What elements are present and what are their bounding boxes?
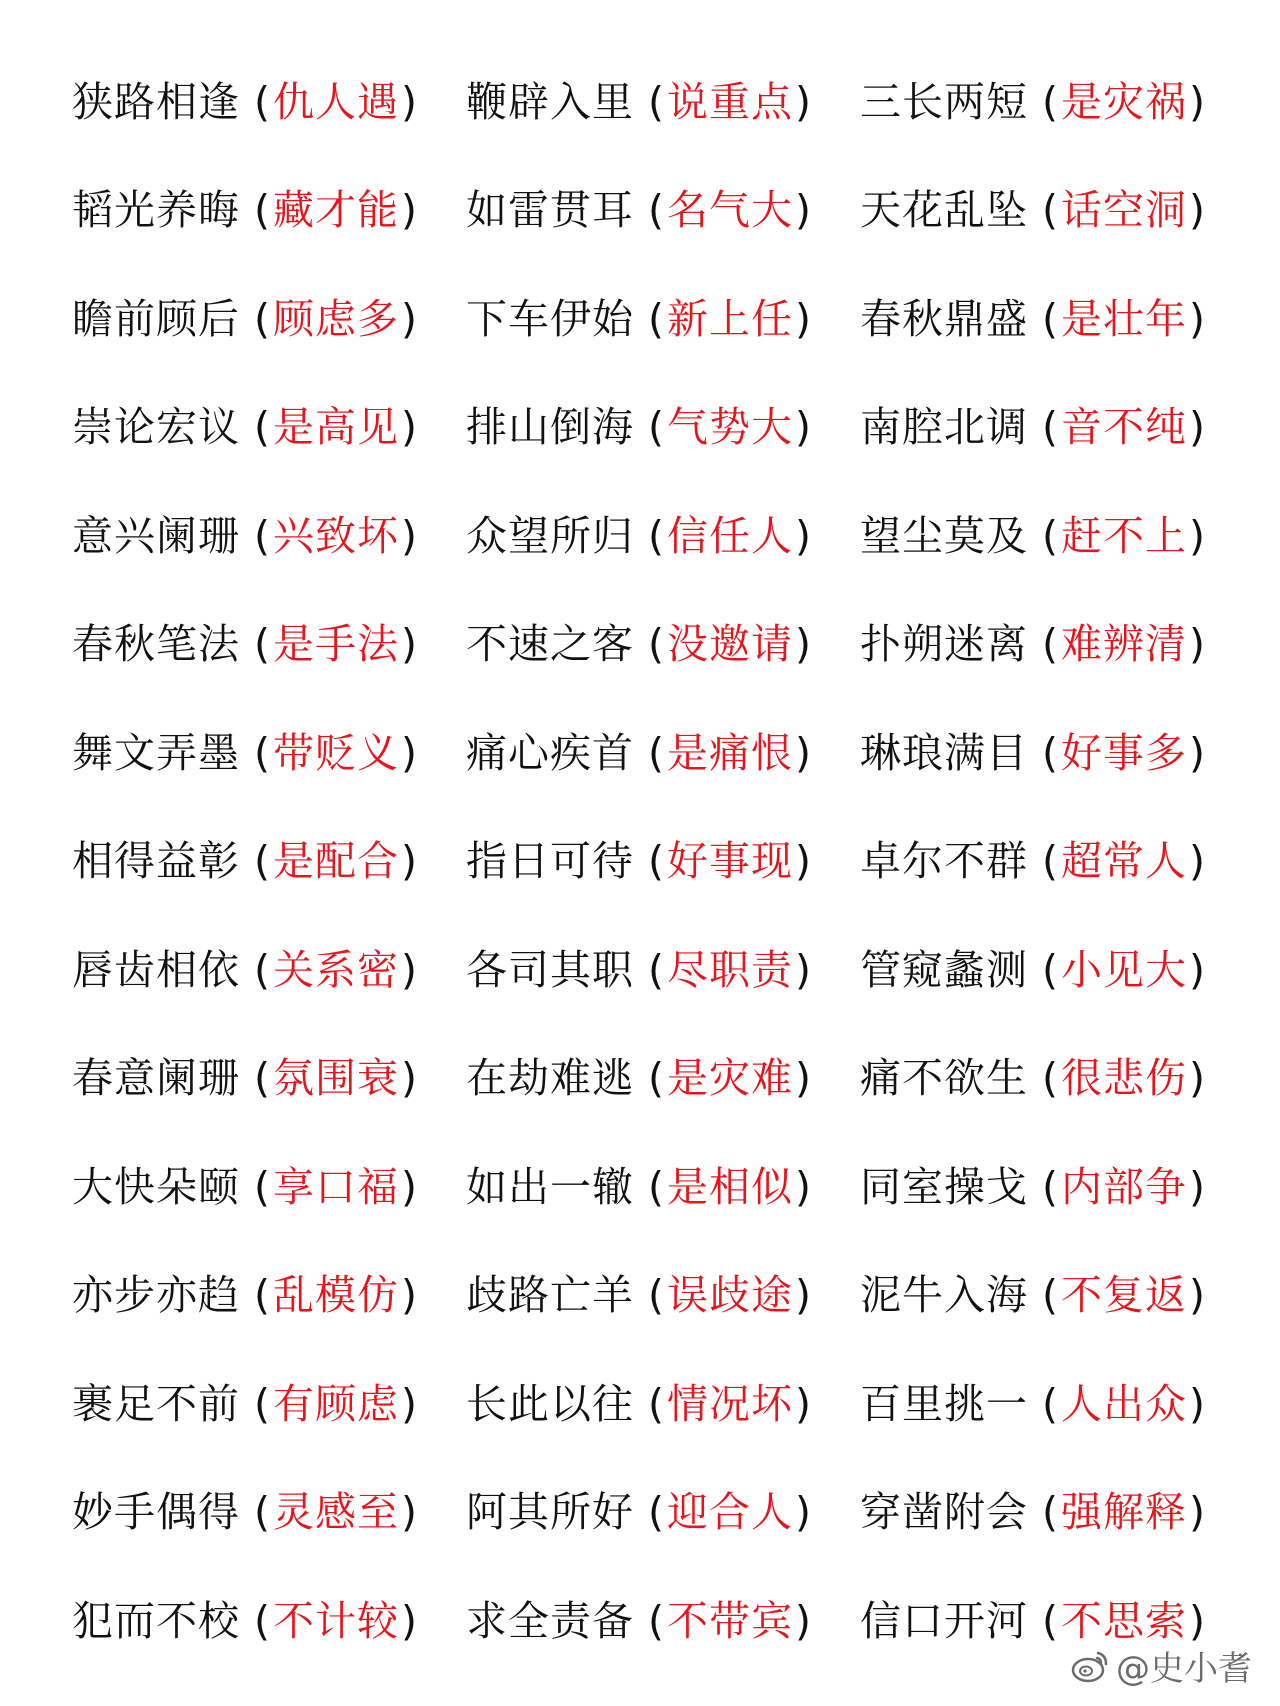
idiom-text: 泥牛入海 bbox=[860, 1271, 1028, 1320]
idiom-entry bbox=[466, 699, 860, 808]
idiom-meaning: 是壮年 bbox=[1061, 294, 1187, 343]
idiom-entry bbox=[72, 482, 466, 591]
idiom-meaning: 尽职责 bbox=[667, 945, 793, 994]
idiom-meaning: 享口福 bbox=[273, 1162, 399, 1211]
watermark-text: @史小耆 bbox=[1116, 1649, 1252, 1689]
open-paren: ( bbox=[648, 837, 665, 886]
close-paren: ) bbox=[1189, 620, 1206, 669]
open-paren: ( bbox=[1042, 186, 1059, 235]
open-paren: ( bbox=[254, 837, 271, 886]
idiom-text: 如雷贯耳 bbox=[466, 186, 634, 235]
close-paren: ) bbox=[795, 77, 812, 126]
close-paren: ) bbox=[1189, 728, 1206, 777]
idiom-text: 排山倒海 bbox=[466, 403, 634, 452]
idiom-text: 在劫难逃 bbox=[466, 1054, 634, 1103]
open-paren: ( bbox=[648, 1596, 665, 1645]
idiom-text: 求全责备 bbox=[466, 1596, 634, 1645]
close-paren: ) bbox=[401, 294, 418, 343]
open-paren: ( bbox=[648, 1054, 665, 1103]
idiom-text: 扑朔迷离 bbox=[860, 620, 1028, 669]
idiom-text: 裹足不前 bbox=[72, 1379, 240, 1428]
idiom-entry bbox=[860, 808, 1254, 917]
open-paren: ( bbox=[254, 1054, 271, 1103]
idiom-meaning: 兴致坏 bbox=[273, 511, 399, 560]
idiom-entry bbox=[466, 916, 860, 1025]
idiom-meaning: 信任人 bbox=[667, 511, 793, 560]
idiom-entry bbox=[466, 265, 860, 374]
idiom-meaning: 不带宾 bbox=[667, 1596, 793, 1645]
close-paren: ) bbox=[795, 620, 812, 669]
close-paren: ) bbox=[1189, 837, 1206, 886]
open-paren: ( bbox=[1042, 620, 1059, 669]
open-paren: ( bbox=[1042, 403, 1059, 452]
idiom-grid bbox=[0, 48, 1280, 1676]
idiom-entry bbox=[860, 48, 1254, 157]
open-paren: ( bbox=[648, 294, 665, 343]
idiom-meaning: 名气大 bbox=[667, 186, 793, 235]
idiom-text: 阿其所好 bbox=[466, 1488, 634, 1537]
idiom-entry bbox=[72, 157, 466, 266]
idiom-text: 意兴阑珊 bbox=[72, 511, 240, 560]
idiom-entry bbox=[72, 265, 466, 374]
open-paren: ( bbox=[254, 403, 271, 452]
idiom-meaning: 氛围衰 bbox=[273, 1054, 399, 1103]
idiom-meaning: 是手法 bbox=[273, 620, 399, 669]
idiom-entry bbox=[466, 1459, 860, 1568]
open-paren: ( bbox=[254, 620, 271, 669]
open-paren: ( bbox=[648, 511, 665, 560]
idiom-meaning: 是相似 bbox=[667, 1162, 793, 1211]
idiom-text: 歧路亡羊 bbox=[466, 1271, 634, 1320]
close-paren: ) bbox=[795, 1596, 812, 1645]
open-paren: ( bbox=[254, 511, 271, 560]
open-paren: ( bbox=[1042, 728, 1059, 777]
idiom-meaning: 强解释 bbox=[1061, 1488, 1187, 1537]
idiom-entry bbox=[72, 1459, 466, 1568]
idiom-text: 崇论宏议 bbox=[72, 403, 240, 452]
idiom-meaning: 是配合 bbox=[273, 837, 399, 886]
close-paren: ) bbox=[795, 1271, 812, 1320]
idiom-entry bbox=[72, 1242, 466, 1351]
open-paren: ( bbox=[254, 186, 271, 235]
idiom-entry bbox=[860, 1025, 1254, 1134]
close-paren: ) bbox=[401, 945, 418, 994]
idiom-meaning: 灵感至 bbox=[273, 1488, 399, 1537]
idiom-entry bbox=[860, 699, 1254, 808]
close-paren: ) bbox=[1189, 403, 1206, 452]
idiom-entry bbox=[72, 374, 466, 483]
idiom-entry bbox=[72, 808, 466, 917]
close-paren: ) bbox=[401, 77, 418, 126]
idiom-entry bbox=[466, 1133, 860, 1242]
open-paren: ( bbox=[1042, 1596, 1059, 1645]
close-paren: ) bbox=[795, 511, 812, 560]
open-paren: ( bbox=[648, 620, 665, 669]
idiom-entry bbox=[72, 1567, 466, 1676]
close-paren: ) bbox=[1189, 945, 1206, 994]
idiom-meaning: 小见大 bbox=[1061, 945, 1187, 994]
idiom-entry bbox=[860, 1133, 1254, 1242]
idiom-text: 同室操戈 bbox=[860, 1162, 1028, 1211]
close-paren: ) bbox=[795, 1379, 812, 1428]
open-paren: ( bbox=[1042, 1379, 1059, 1428]
idiom-meaning: 话空洞 bbox=[1061, 186, 1187, 235]
idiom-entry bbox=[860, 374, 1254, 483]
close-paren: ) bbox=[1189, 1054, 1206, 1103]
idiom-meaning: 新上任 bbox=[667, 294, 793, 343]
idiom-meaning: 关系密 bbox=[273, 945, 399, 994]
idiom-entry bbox=[466, 157, 860, 266]
idiom-text: 琳琅满目 bbox=[860, 728, 1028, 777]
idiom-meaning: 气势大 bbox=[667, 403, 793, 452]
close-paren: ) bbox=[1189, 1596, 1206, 1645]
close-paren: ) bbox=[401, 403, 418, 452]
idiom-text: 下车伊始 bbox=[466, 294, 634, 343]
idiom-meaning: 乱模仿 bbox=[273, 1271, 399, 1320]
idiom-text: 痛心疾首 bbox=[466, 728, 634, 777]
idiom-text: 相得益彰 bbox=[72, 837, 240, 886]
close-paren: ) bbox=[1189, 294, 1206, 343]
idiom-text: 妙手偶得 bbox=[72, 1488, 240, 1537]
idiom-entry bbox=[466, 1567, 860, 1676]
idiom-text: 亦步亦趋 bbox=[72, 1271, 240, 1320]
idiom-text: 卓尔不群 bbox=[860, 837, 1028, 886]
idiom-text: 韬光养晦 bbox=[72, 186, 240, 235]
idiom-meaning: 难辨清 bbox=[1061, 620, 1187, 669]
idiom-entry bbox=[72, 591, 466, 700]
open-paren: ( bbox=[254, 1271, 271, 1320]
idiom-text: 天花乱坠 bbox=[860, 186, 1028, 235]
open-paren: ( bbox=[648, 1488, 665, 1537]
close-paren: ) bbox=[401, 511, 418, 560]
idiom-text: 春秋鼎盛 bbox=[860, 294, 1028, 343]
open-paren: ( bbox=[648, 77, 665, 126]
close-paren: ) bbox=[795, 186, 812, 235]
idiom-meaning: 音不纯 bbox=[1061, 403, 1187, 452]
weibo-icon bbox=[1070, 1646, 1110, 1686]
idiom-entry bbox=[72, 48, 466, 157]
close-paren: ) bbox=[401, 728, 418, 777]
idiom-entry bbox=[72, 916, 466, 1025]
idiom-text: 众望所归 bbox=[466, 511, 634, 560]
open-paren: ( bbox=[1042, 1271, 1059, 1320]
idiom-text: 指日可待 bbox=[466, 837, 634, 886]
idiom-entry bbox=[466, 1025, 860, 1134]
idiom-meaning: 人出众 bbox=[1061, 1379, 1187, 1428]
open-paren: ( bbox=[1042, 294, 1059, 343]
idiom-meaning: 情况坏 bbox=[667, 1379, 793, 1428]
idiom-meaning: 藏才能 bbox=[273, 186, 399, 235]
idiom-entry bbox=[860, 157, 1254, 266]
idiom-meaning: 带贬义 bbox=[273, 728, 399, 777]
close-paren: ) bbox=[795, 1054, 812, 1103]
idiom-text: 大快朵颐 bbox=[72, 1162, 240, 1211]
idiom-text: 望尘莫及 bbox=[860, 511, 1028, 560]
idiom-entry bbox=[72, 699, 466, 808]
idiom-meaning: 好事多 bbox=[1061, 728, 1187, 777]
idiom-meaning: 内部争 bbox=[1061, 1162, 1187, 1211]
open-paren: ( bbox=[648, 945, 665, 994]
close-paren: ) bbox=[401, 1596, 418, 1645]
open-paren: ( bbox=[1042, 1488, 1059, 1537]
idiom-meaning: 是灾祸 bbox=[1061, 77, 1187, 126]
idiom-entry bbox=[860, 916, 1254, 1025]
idiom-text: 三长两短 bbox=[860, 77, 1028, 126]
idiom-entry bbox=[466, 374, 860, 483]
idiom-entry bbox=[72, 1350, 466, 1459]
idiom-text: 瞻前顾后 bbox=[72, 294, 240, 343]
close-paren: ) bbox=[795, 837, 812, 886]
idiom-entry bbox=[466, 1350, 860, 1459]
idiom-text: 春秋笔法 bbox=[72, 620, 240, 669]
idiom-text: 各司其职 bbox=[466, 945, 634, 994]
idiom-text: 犯而不校 bbox=[72, 1596, 240, 1645]
idiom-entry bbox=[466, 482, 860, 591]
idiom-meaning: 说重点 bbox=[667, 77, 793, 126]
idiom-text: 春意阑珊 bbox=[72, 1054, 240, 1103]
open-paren: ( bbox=[1042, 1054, 1059, 1103]
idiom-meaning: 超常人 bbox=[1061, 837, 1187, 886]
open-paren: ( bbox=[1042, 945, 1059, 994]
idiom-text: 穿凿附会 bbox=[860, 1488, 1028, 1537]
idiom-entry bbox=[466, 808, 860, 917]
close-paren: ) bbox=[795, 1162, 812, 1211]
close-paren: ) bbox=[1189, 1271, 1206, 1320]
open-paren: ( bbox=[648, 1379, 665, 1428]
close-paren: ) bbox=[401, 1379, 418, 1428]
open-paren: ( bbox=[254, 728, 271, 777]
idiom-text: 鞭辟入里 bbox=[466, 77, 634, 126]
idiom-meaning: 有顾虑 bbox=[273, 1379, 399, 1428]
idiom-meaning: 迎合人 bbox=[667, 1488, 793, 1537]
idiom-text: 痛不欲生 bbox=[860, 1054, 1028, 1103]
open-paren: ( bbox=[1042, 511, 1059, 560]
idiom-meaning: 是灾难 bbox=[667, 1054, 793, 1103]
close-paren: ) bbox=[1189, 1488, 1206, 1537]
close-paren: ) bbox=[795, 403, 812, 452]
idiom-entry bbox=[860, 265, 1254, 374]
idiom-meaning: 赶不上 bbox=[1061, 511, 1187, 560]
idiom-text: 长此以往 bbox=[466, 1379, 634, 1428]
idiom-entry bbox=[466, 1242, 860, 1351]
close-paren: ) bbox=[401, 837, 418, 886]
idiom-text: 百里挑一 bbox=[860, 1379, 1028, 1428]
idiom-entry bbox=[72, 1133, 466, 1242]
close-paren: ) bbox=[795, 294, 812, 343]
idiom-meaning: 好事现 bbox=[667, 837, 793, 886]
idiom-entry bbox=[860, 482, 1254, 591]
open-paren: ( bbox=[254, 1162, 271, 1211]
close-paren: ) bbox=[1189, 186, 1206, 235]
idiom-meaning: 是痛恨 bbox=[667, 728, 793, 777]
close-paren: ) bbox=[401, 186, 418, 235]
close-paren: ) bbox=[1189, 1162, 1206, 1211]
close-paren: ) bbox=[1189, 77, 1206, 126]
close-paren: ) bbox=[795, 728, 812, 777]
idiom-text: 南腔北调 bbox=[860, 403, 1028, 452]
close-paren: ) bbox=[1189, 511, 1206, 560]
idiom-meaning: 没邀请 bbox=[667, 620, 793, 669]
idiom-text: 如出一辙 bbox=[466, 1162, 634, 1211]
idiom-meaning: 是高见 bbox=[273, 403, 399, 452]
idiom-text: 管窥蠡测 bbox=[860, 945, 1028, 994]
watermark bbox=[1070, 1641, 1252, 1690]
idiom-entry bbox=[72, 1025, 466, 1134]
idiom-entry bbox=[860, 591, 1254, 700]
idiom-entry bbox=[466, 591, 860, 700]
idiom-entry bbox=[860, 1242, 1254, 1351]
open-paren: ( bbox=[1042, 77, 1059, 126]
open-paren: ( bbox=[648, 186, 665, 235]
close-paren: ) bbox=[401, 1271, 418, 1320]
idiom-entry bbox=[860, 1459, 1254, 1568]
idiom-meaning: 顾虑多 bbox=[273, 294, 399, 343]
open-paren: ( bbox=[254, 294, 271, 343]
idiom-entry bbox=[466, 48, 860, 157]
idiom-text: 唇齿相依 bbox=[72, 945, 240, 994]
open-paren: ( bbox=[1042, 837, 1059, 886]
open-paren: ( bbox=[254, 77, 271, 126]
close-paren: ) bbox=[401, 1054, 418, 1103]
open-paren: ( bbox=[254, 1488, 271, 1537]
idiom-meaning: 不复返 bbox=[1061, 1271, 1187, 1320]
close-paren: ) bbox=[1189, 1379, 1206, 1428]
open-paren: ( bbox=[254, 945, 271, 994]
open-paren: ( bbox=[254, 1379, 271, 1428]
idiom-text: 狭路相逢 bbox=[72, 77, 240, 126]
close-paren: ) bbox=[795, 945, 812, 994]
open-paren: ( bbox=[1042, 1162, 1059, 1211]
open-paren: ( bbox=[648, 1271, 665, 1320]
idiom-meaning: 不思索 bbox=[1061, 1596, 1187, 1645]
close-paren: ) bbox=[401, 620, 418, 669]
open-paren: ( bbox=[254, 1596, 271, 1645]
idiom-text: 舞文弄墨 bbox=[72, 728, 240, 777]
open-paren: ( bbox=[648, 403, 665, 452]
idiom-entry bbox=[860, 1350, 1254, 1459]
close-paren: ) bbox=[795, 1488, 812, 1537]
close-paren: ) bbox=[401, 1162, 418, 1211]
idiom-meaning: 不计较 bbox=[273, 1596, 399, 1645]
idiom-text: 不速之客 bbox=[466, 620, 634, 669]
idiom-meaning: 很悲伤 bbox=[1061, 1054, 1187, 1103]
open-paren: ( bbox=[648, 728, 665, 777]
open-paren: ( bbox=[648, 1162, 665, 1211]
idiom-text: 信口开河 bbox=[860, 1596, 1028, 1645]
close-paren: ) bbox=[401, 1488, 418, 1537]
idiom-meaning: 误歧途 bbox=[667, 1271, 793, 1320]
idiom-meaning: 仇人遇 bbox=[273, 77, 399, 126]
